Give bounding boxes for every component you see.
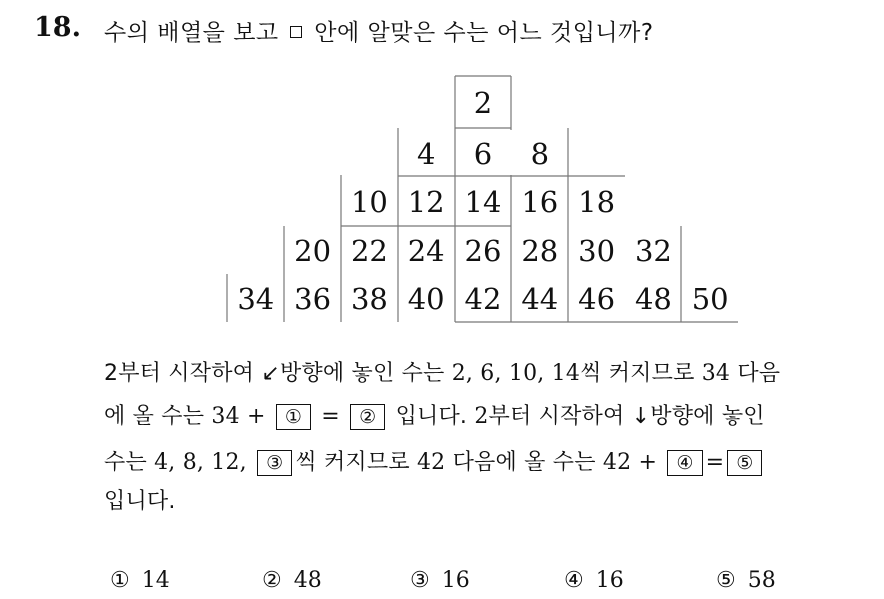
choice-4-value: 16: [595, 568, 624, 593]
pyramid-cell: 30: [578, 234, 616, 268]
choice-1[interactable]: [110, 568, 170, 593]
exp1-nums: 2, 6, 10, 14: [451, 361, 581, 386]
pyramid-cell: 2: [473, 86, 493, 120]
exp3-nums: 4, 8, 12,: [154, 450, 247, 475]
exp2-c: 부터 시작하여: [488, 404, 625, 429]
exp3-n42: 42: [416, 450, 446, 475]
blank-box-4: ④: [667, 450, 702, 476]
choice-3-value: 16: [441, 568, 470, 593]
down-left-arrow-icon: ↙: [261, 361, 280, 386]
exp1-n34: 34: [701, 361, 731, 386]
pyramid-cell: 28: [521, 234, 559, 268]
pyramid-cell: 40: [407, 282, 445, 316]
down-arrow-icon: ↓: [631, 404, 651, 429]
exp1-a: 2부터 시작하여: [104, 361, 255, 386]
choice-3-number: ③: [410, 568, 430, 593]
exp2-eq: =: [321, 404, 340, 429]
choice-1-value: 14: [141, 568, 170, 593]
exp2-b: 입니다.: [395, 404, 468, 429]
blank-box-1: ①: [276, 404, 311, 430]
pyramid-cell: 50: [691, 282, 729, 316]
choice-1-number: ①: [110, 568, 130, 593]
exp3-a: 수는: [104, 450, 147, 475]
pyramid-cell: 20: [294, 234, 332, 268]
pyramid-cell: 24: [407, 234, 445, 268]
blank-box-5: ⑤: [727, 450, 762, 476]
exp1-c: 씩 커지므로: [580, 361, 695, 386]
pyramid-cell: 42: [464, 282, 502, 316]
question-number: 18.: [34, 12, 81, 43]
choice-2-value: 48: [293, 568, 322, 593]
blank-box-2: ②: [350, 404, 385, 430]
exp2-a: 에 올 수는: [104, 404, 205, 429]
pyramid-cell: 16: [521, 185, 559, 219]
exp3-expr: 42 +: [602, 450, 658, 475]
pyramid-cell: 18: [578, 185, 616, 219]
pyramid-cell: 12: [407, 185, 445, 219]
answer-choices: [0, 568, 884, 598]
blank-box-3: ③: [257, 450, 292, 476]
explanation-line-1: [104, 356, 780, 387]
pyramid-cell: 34: [237, 282, 275, 316]
exp3-b: 씩 커지므로: [295, 450, 410, 475]
pyramid-cell: 36: [294, 282, 332, 316]
choice-5[interactable]: [716, 568, 776, 593]
exp3-c: 다음에 올 수는: [452, 450, 596, 475]
exp1-b: 방향에 놓인 수는: [279, 361, 445, 386]
exp2-expr: 34 +: [211, 404, 266, 429]
exp2-n2: 2: [474, 404, 489, 429]
pyramid-cell: 38: [350, 282, 388, 316]
pyramid-cell: 32: [634, 234, 672, 268]
explanation-line-3: [104, 445, 765, 476]
explanation-line-4: [104, 484, 176, 515]
exp4-text: 입니다.: [104, 489, 176, 514]
question-text-part2: 안에 알맞은 수는 어느 것입니까?: [314, 20, 654, 46]
pyramid-cell: 26: [464, 234, 502, 268]
exp3-eq: =: [705, 450, 725, 475]
choice-4-number: ④: [564, 568, 584, 593]
pyramid-cell: 48: [634, 282, 672, 316]
exp1-d: 다음: [737, 361, 781, 386]
choice-5-number: ⑤: [716, 568, 736, 593]
pyramid-cell: 44: [521, 282, 559, 316]
choice-2[interactable]: [262, 568, 322, 593]
choice-4[interactable]: [564, 568, 624, 593]
pyramid-cell: 8: [530, 137, 550, 171]
choice-5-value: 58: [747, 568, 776, 593]
explanation-line-2: [104, 399, 765, 430]
pyramid-cell: 6: [473, 137, 493, 171]
question-text-part1: 수의 배열을 보고: [104, 20, 279, 46]
pyramid-cell: 14: [464, 185, 502, 219]
pyramid-cell: 10: [350, 185, 388, 219]
exp2-d: 방향에 놓인: [650, 404, 765, 429]
choice-3[interactable]: [410, 568, 470, 593]
pyramid-cell: 4: [416, 137, 436, 171]
pyramid-cell: 22: [350, 234, 388, 268]
choice-2-number: ②: [262, 568, 282, 593]
pyramid-cell: 46: [578, 282, 616, 316]
